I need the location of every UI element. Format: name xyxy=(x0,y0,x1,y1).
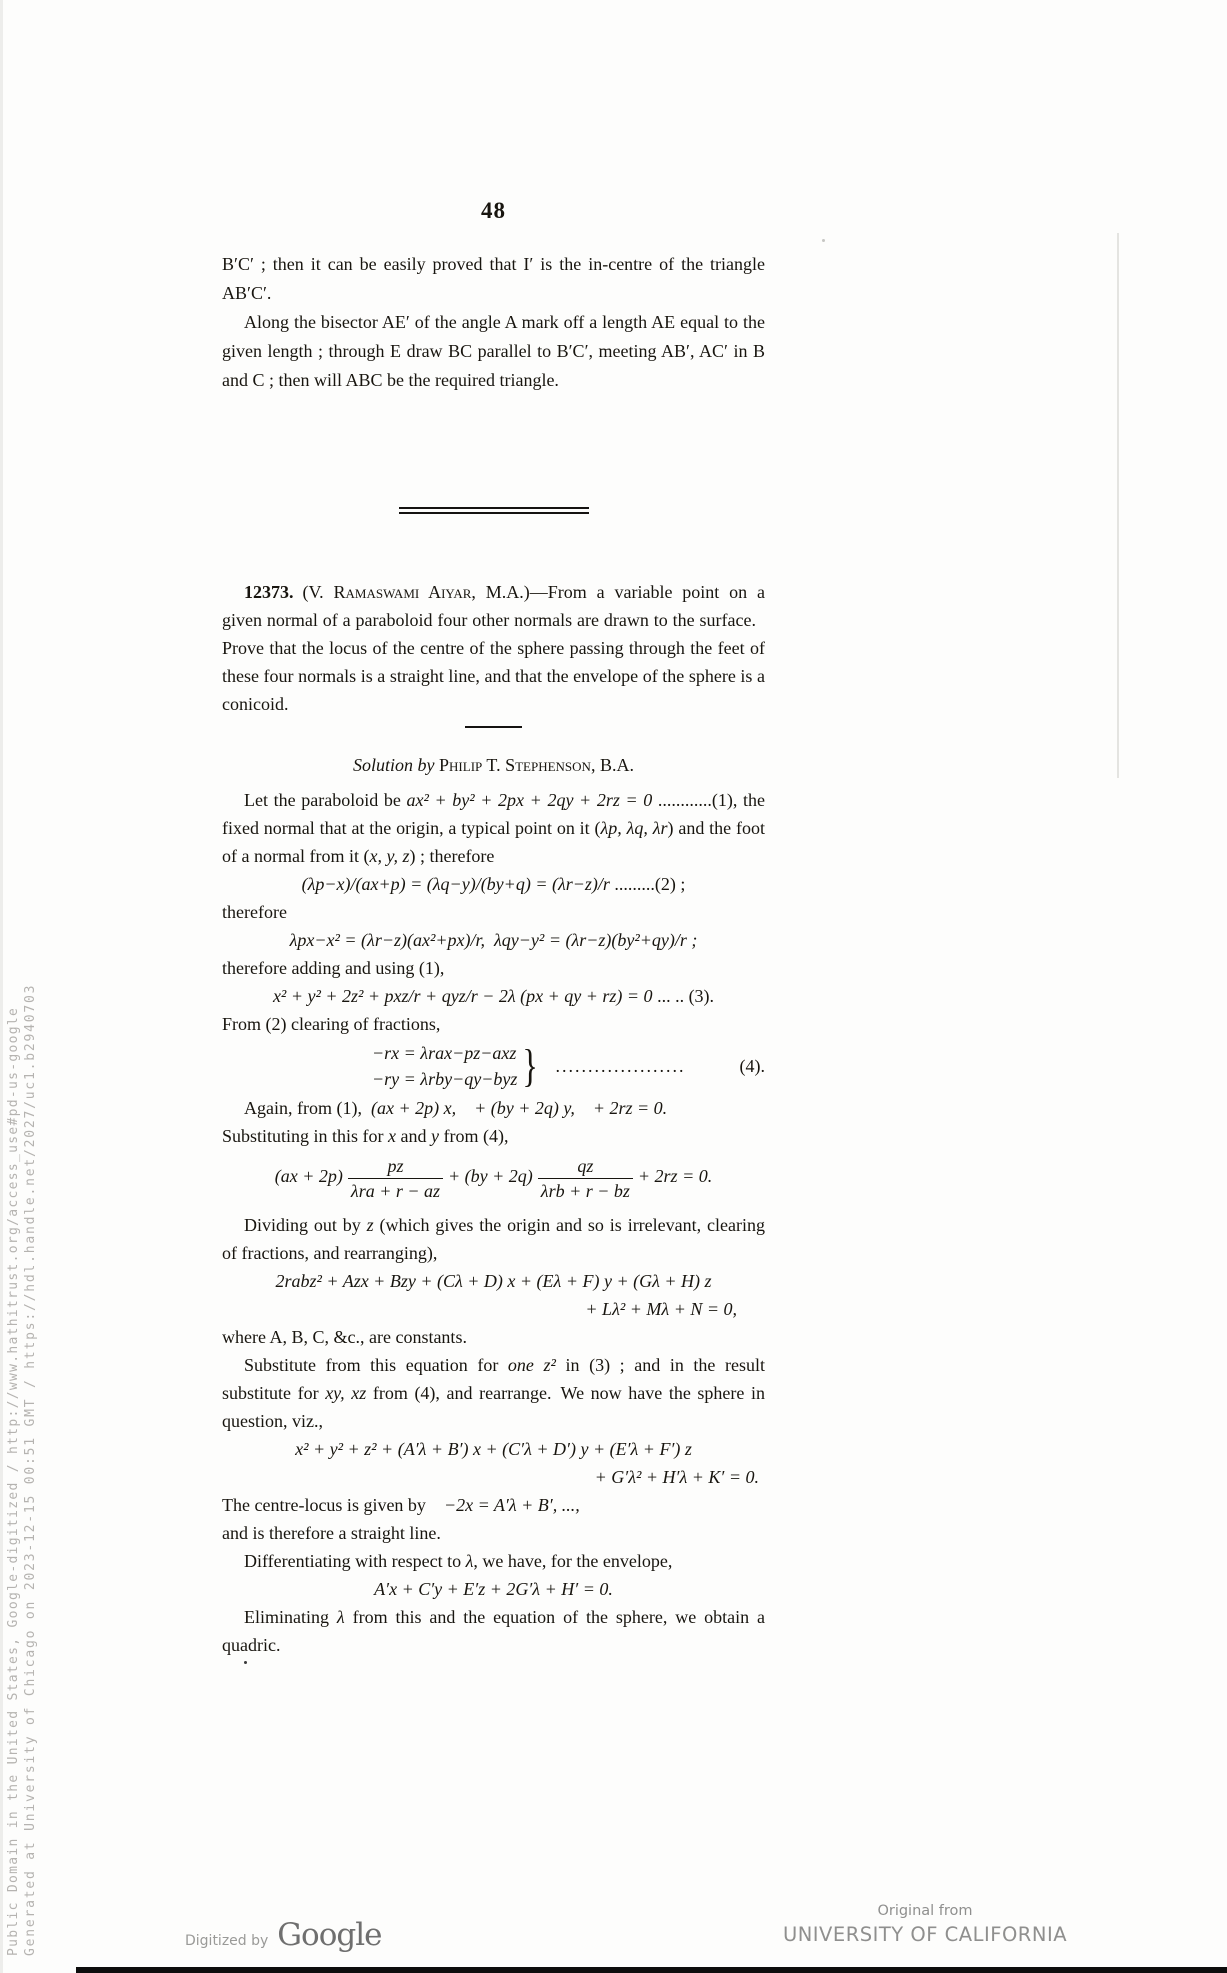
text-run: Substitute from this equation for xyxy=(244,1355,508,1375)
scan-edge-shadow xyxy=(0,0,3,1973)
equation-4-line-1: −rx = λrax−pz−axz xyxy=(372,1043,517,1063)
sidebar-public-domain-note: Public Domain in the United States, Google-digitized / http://www.hathitrust.org/access_use#pd-us-google xyxy=(6,1006,21,1956)
inline-math: x, y, z xyxy=(369,846,410,866)
intro-paragraph-2: Along the bisector AE′ of the angle A mark off a length AE equal to the given length ; through E draw BC parallel to B′C′, meeting AB′, AC′ in B and C ; then will ABC be the required triangle. xyxy=(222,312,765,390)
university-label: UNIVERSITY OF CALIFORNIA xyxy=(782,1923,1068,1946)
solution-divider-rule xyxy=(465,726,522,728)
inline-equation-1: ax² + by² + 2px + 2qy + 2rz = 0 xyxy=(406,790,653,810)
text-run: Differentiating with respect to xyxy=(244,1551,466,1571)
text-run: Substituting in this for xyxy=(222,1126,389,1146)
equation-5-tail: + 2rz = 0. xyxy=(637,1166,713,1186)
section-divider-double-rule xyxy=(399,507,589,514)
substitute-paragraph xyxy=(222,1351,765,1435)
inline-math: xy, xz xyxy=(325,1383,367,1403)
inline-math: one z² xyxy=(507,1355,556,1375)
equation-4-label: (4). xyxy=(739,1056,765,1076)
right-brace: } xyxy=(522,1040,539,1091)
google-logo: Google xyxy=(277,1917,382,1953)
fraction-2-numerator: qz xyxy=(577,1156,594,1176)
inline-math: λ xyxy=(465,1551,474,1571)
solution-paragraph-1 xyxy=(222,786,765,870)
text-run: Eliminating xyxy=(244,1607,337,1627)
fraction-1-denominator: λra + r − az xyxy=(348,1178,443,1204)
inline-math: x xyxy=(388,1126,397,1146)
equation-6-line-1: 2rabz² + Azx + Bzy + (Cλ + D) x + (Eλ + F) y + (Gλ + H) z xyxy=(275,1271,712,1291)
equation-5-middle: + (by + 2q) xyxy=(448,1166,533,1186)
solution-author: Philip T. Stephenson, B.A. xyxy=(439,755,634,775)
fraction-1-numerator: pz xyxy=(387,1156,404,1176)
equation-4-group xyxy=(222,1040,765,1092)
equation-2-math: (λp−x)/(ax+p) = (λq−y)/(by+q) = (λr−z)/r xyxy=(301,874,610,894)
equation-pair: λpx−x² = (λr−z)(ax²+px)/r, λqy−y² = (λr−z)(by²+qy)/r ; xyxy=(289,930,698,950)
equation-3 xyxy=(222,982,765,1010)
equation-2-label: .........(2) ; xyxy=(609,874,686,894)
text-run: The centre-locus is given by xyxy=(222,1495,444,1515)
fraction-2-denominator: λrb + r − bz xyxy=(538,1178,633,1204)
original-from-block xyxy=(770,1900,1080,1948)
differentiating-line xyxy=(222,1547,765,1575)
equation-4-line-2: −ry = λrby−qy−byz xyxy=(372,1069,518,1089)
inline-math: z xyxy=(366,1215,374,1235)
substituting-line xyxy=(222,1122,765,1150)
therefore-line: therefore xyxy=(222,902,287,922)
eliminating-paragraph xyxy=(222,1603,765,1659)
inline-math: λ xyxy=(336,1607,345,1627)
problem-statement xyxy=(222,578,765,718)
original-from-label: Original from xyxy=(877,1903,973,1919)
equation-8: A′x + C′y + E′z + 2G′λ + H′ = 0. xyxy=(374,1579,613,1599)
dividing-paragraph xyxy=(222,1211,765,1267)
page-number: 48 xyxy=(481,198,506,223)
dot-leader: .................... xyxy=(555,1056,686,1076)
straight-line-conclusion: and is therefore a straight line. xyxy=(222,1523,441,1543)
equation-3-label: ... .. (3). xyxy=(652,986,715,1006)
from-2-line: From (2) clearing of fractions, xyxy=(222,1014,441,1034)
text-run: Let the paraboloid be xyxy=(244,790,407,810)
problem-body: —From a variable point on a given normal of a paraboloid four other normals are drawn to the surface. Prove that the locus of the centre of the sphere passing through the feet of these four normals is a straight line, and that the envelope of the sphere is a conicoid. xyxy=(222,582,765,714)
equation-5-fractions xyxy=(222,1155,765,1204)
equation-3-math: x² + y² + 2z² + pxz/r + qyz/r − 2λ (px + qy + rz) = 0 xyxy=(272,986,653,1006)
solution-byline xyxy=(222,750,765,780)
equation-4-system xyxy=(372,1040,517,1092)
equation-5-prefactor: (ax + 2p) xyxy=(274,1166,343,1186)
scan-artifact-dot xyxy=(244,1661,247,1664)
inline-math: (ax + 2p) x, + (by + 2q) y, + 2rz = 0. xyxy=(370,1098,668,1118)
problem-number: 12373. xyxy=(244,582,294,602)
text-run: from (4), xyxy=(439,1126,509,1146)
text-run: Dividing out by xyxy=(244,1215,367,1235)
fraction-1 xyxy=(343,1155,448,1204)
page-text-column xyxy=(222,196,765,1659)
scan-artifact-line xyxy=(1117,233,1119,778)
text-run: from (4), and rearrange. We now have the sphere in question, viz., xyxy=(222,1383,765,1431)
sidebar-generated-note: Generated at University of Chicago on 2023-12-15 00:51 GMT / https://hdl.handle.net/2027/uc1.b2940703 xyxy=(23,983,38,1956)
text-run: ) ; therefore xyxy=(409,846,495,866)
equation-2 xyxy=(222,870,765,898)
text-run: ) and the foot of a normal from it ( xyxy=(222,818,765,866)
text-run: and xyxy=(396,1126,432,1146)
equation-7-line-1: x² + y² + z² + (A′λ + B′) x + (C′λ + D′) y + (E′λ + F′) z xyxy=(295,1439,692,1459)
solution-by-prefix: Solution by xyxy=(353,755,435,775)
text-run: , we have, for the envelope, xyxy=(473,1551,673,1571)
equation-6-line-2: + Lλ² + Mλ + N = 0, xyxy=(585,1299,737,1319)
therefore-adding-line: therefore adding and using (1), xyxy=(222,958,445,978)
equation-7-line-2: + G′λ² + H′λ + K′ = 0. xyxy=(594,1467,759,1487)
digitized-by-label: Digitized by xyxy=(185,1933,269,1949)
text-run: ............(1), the fixed normal that at the origin, a typical point on it ( xyxy=(222,790,765,838)
inline-math: y xyxy=(431,1126,440,1146)
text-run: (which gives the origin and so is irrelevant, clearing of fractions, and rearranging), xyxy=(222,1215,765,1263)
again-from-1-line xyxy=(222,1094,765,1122)
text-run: from this and the equation of the sphere, we obtain a quadric. xyxy=(222,1607,766,1655)
inline-math: λp, λq, λr xyxy=(600,818,668,838)
digitized-by-google xyxy=(185,1917,382,1953)
inline-math: −2x = A′λ + B′, ..., xyxy=(443,1495,580,1515)
centre-locus-line xyxy=(222,1491,765,1519)
text-run: Again, from (1), xyxy=(244,1098,371,1118)
spacer xyxy=(294,582,303,602)
text-run: in (3) ; and in the result substitute for xyxy=(222,1355,765,1403)
intro-paragraph-1: B′C′ ; then it can be easily proved that I′ is the in-centre of the triangle AB′C′. xyxy=(222,254,765,303)
scan-bottom-bar xyxy=(76,1967,1227,1973)
fraction-2 xyxy=(533,1155,638,1204)
problem-author: (V. Ramaswami Aiyar, M.A.) xyxy=(302,582,530,602)
scan-artifact-speck xyxy=(822,239,825,242)
constants-line: where A, B, C, &c., are constants. xyxy=(222,1327,467,1347)
